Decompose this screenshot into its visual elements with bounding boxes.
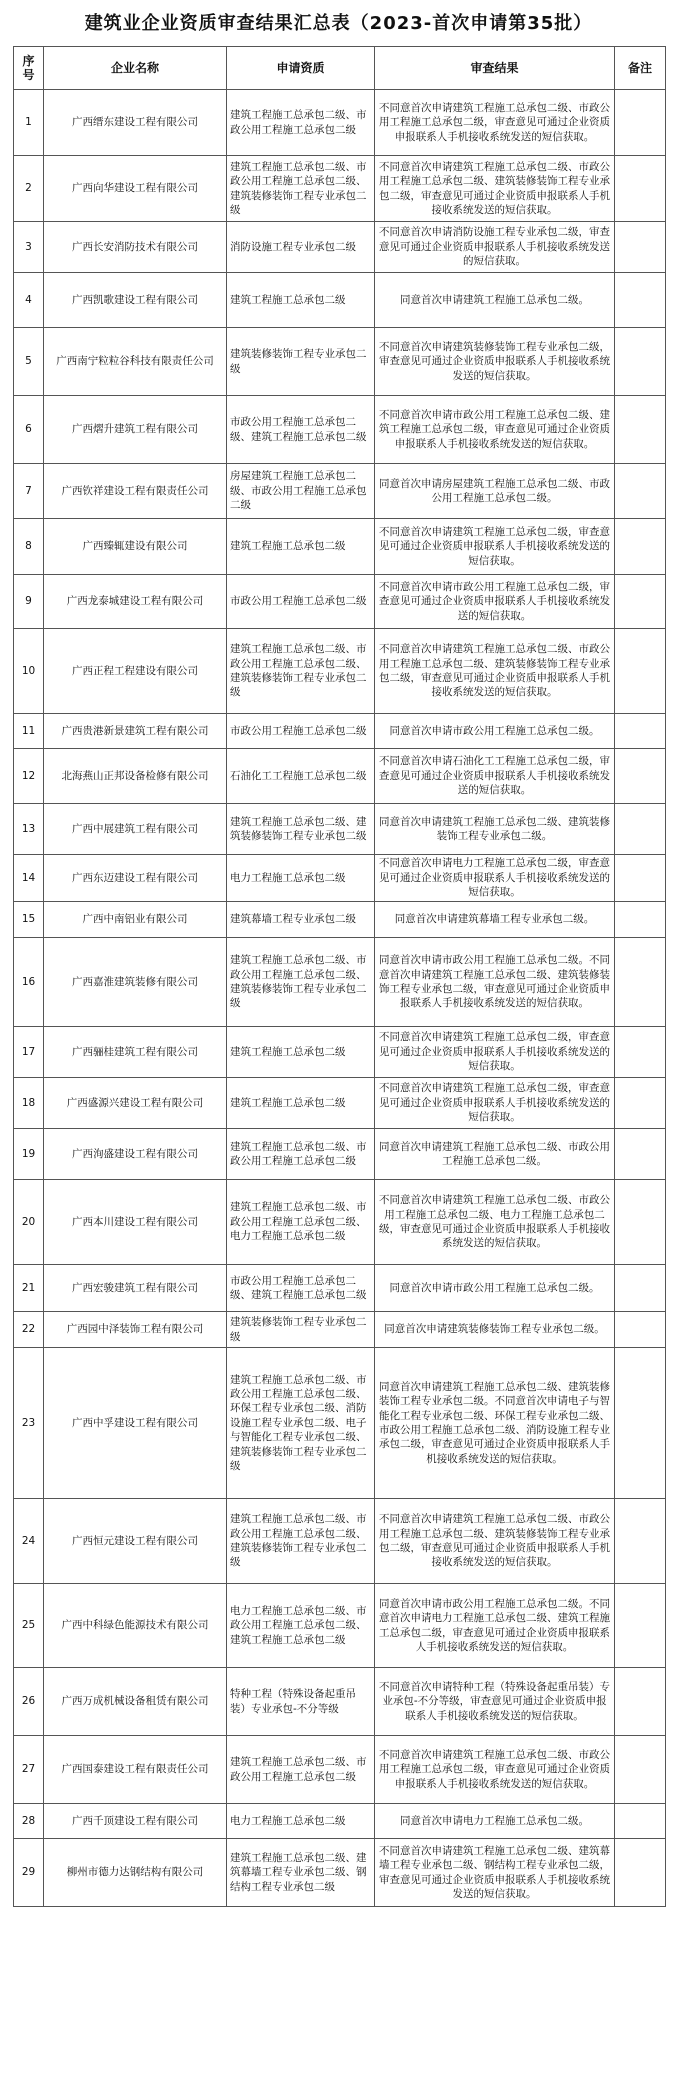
review-result: 不同意首次申请建筑工程施工总承包二级、市政公用工程施工总承包二级、电力工程施工总承包二级，审查意见可通过企业资质申报联系人手机接收系统发送的短信获取。 <box>375 1180 615 1265</box>
row-number: 1 <box>14 90 44 156</box>
row-number: 24 <box>14 1499 44 1584</box>
review-result: 不同意首次申请建筑工程施工总承包二级、市政公用工程施工总承包二级，审查意见可通过企业资质申报联系人手机接收系统发送的短信获取。 <box>375 1736 615 1804</box>
header-no: 序号 <box>14 47 44 90</box>
company-name: 广西臻辄建设有限公司 <box>44 519 227 575</box>
company-name: 广西本川建设工程有限公司 <box>44 1180 227 1265</box>
row-number: 15 <box>14 902 44 938</box>
applied-qualification: 建筑工程施工总承包二级 <box>227 1027 375 1078</box>
table-row <box>14 273 666 328</box>
remark <box>615 1736 666 1804</box>
applied-qualification: 建筑工程施工总承包二级、建筑幕墙工程专业承包二级、钢结构工程专业承包二级 <box>227 1839 375 1907</box>
table-row <box>14 1499 666 1584</box>
company-name: 柳州市德力达钢结构有限公司 <box>44 1839 227 1907</box>
applied-qualification: 建筑工程施工总承包二级、市政公用工程施工总承包二级、电力工程施工总承包二级 <box>227 1180 375 1265</box>
table-row <box>14 855 666 902</box>
review-result: 不同意首次申请建筑工程施工总承包二级，审查意见可通过企业资质申报联系人手机接收系统发送的短信获取。 <box>375 1027 615 1078</box>
remark <box>615 1027 666 1078</box>
table-row <box>14 1348 666 1499</box>
applied-qualification: 建筑工程施工总承包二级、市政公用工程施工总承包二级、建筑装修装饰工程专业承包二级 <box>227 938 375 1027</box>
row-number: 12 <box>14 749 44 804</box>
remark <box>615 1180 666 1265</box>
review-result: 同意首次申请市政公用工程施工总承包二级。 <box>375 1265 615 1312</box>
remark <box>615 902 666 938</box>
remark <box>615 1129 666 1180</box>
remark <box>615 1804 666 1839</box>
header-company: 企业名称 <box>44 47 227 90</box>
remark <box>615 629 666 714</box>
remark <box>615 1499 666 1584</box>
row-number: 17 <box>14 1027 44 1078</box>
table-row <box>14 1668 666 1736</box>
company-name: 广西园中泽装饰工程有限公司 <box>44 1312 227 1348</box>
applied-qualification: 石油化工工程施工总承包二级 <box>227 749 375 804</box>
row-number: 27 <box>14 1736 44 1804</box>
applied-qualification: 建筑工程施工总承包二级 <box>227 273 375 328</box>
company-name: 广西长安消防技术有限公司 <box>44 222 227 273</box>
applied-qualification: 电力工程施工总承包二级、市政公用工程施工总承包二级、建筑工程施工总承包二级 <box>227 1584 375 1668</box>
table-row <box>14 1180 666 1265</box>
applied-qualification: 建筑工程施工总承包二级、市政公用工程施工总承包二级、建筑装修装饰工程专业承包二级 <box>227 629 375 714</box>
table-row <box>14 396 666 464</box>
company-name: 广西凯歌建设工程有限公司 <box>44 273 227 328</box>
remark <box>615 1312 666 1348</box>
company-name: 广西龙泰城建设工程有限公司 <box>44 575 227 629</box>
row-number: 6 <box>14 396 44 464</box>
remark <box>615 1668 666 1736</box>
review-result: 不同意首次申请建筑工程施工总承包二级，审查意见可通过企业资质申报联系人手机接收系统发送的短信获取。 <box>375 1078 615 1129</box>
company-name: 广西中科绿色能源技术有限公司 <box>44 1584 227 1668</box>
applied-qualification: 建筑工程施工总承包二级 <box>227 1078 375 1129</box>
company-name: 广西骊桂建筑工程有限公司 <box>44 1027 227 1078</box>
remark <box>615 519 666 575</box>
row-number: 26 <box>14 1668 44 1736</box>
table-row <box>14 222 666 273</box>
applied-qualification: 市政公用工程施工总承包二级 <box>227 575 375 629</box>
row-number: 20 <box>14 1180 44 1265</box>
company-name: 广西中南铝业有限公司 <box>44 902 227 938</box>
applied-qualification: 市政公用工程施工总承包二级、建筑工程施工总承包二级 <box>227 1265 375 1312</box>
company-name: 广西中展建筑工程有限公司 <box>44 804 227 855</box>
company-name: 广西恒元建设工程有限公司 <box>44 1499 227 1584</box>
review-result: 同意首次申请建筑工程施工总承包二级、建筑装修装饰工程专业承包二级。不同意首次申请电子与智能化工程专业承包二级、环保工程专业承包二级、市政公用工程施工总承包二级、消防设施工程专业承包二级，审查意见可通过企业资质申报联系人手机接收系统发送的短信获取。 <box>375 1348 615 1499</box>
header-result: 审查结果 <box>375 47 615 90</box>
review-result: 不同意首次申请市政公用工程施工总承包二级、建筑工程施工总承包二级，审查意见可通过企业资质申报联系人手机接收系统发送的短信获取。 <box>375 396 615 464</box>
company-name: 广西盛源兴建设工程有限公司 <box>44 1078 227 1129</box>
row-number: 2 <box>14 156 44 222</box>
applied-qualification: 建筑工程施工总承包二级、市政公用工程施工总承包二级、建筑装修装饰工程专业承包二级 <box>227 156 375 222</box>
table-row <box>14 1027 666 1078</box>
review-result: 不同意首次申请特种工程（特殊设备起重吊装）专业承包-不分等级，审查意见可通过企业资质申报联系人手机接收系统发送的短信获取。 <box>375 1668 615 1736</box>
row-number: 14 <box>14 855 44 902</box>
applied-qualification: 建筑工程施工总承包二级、市政公用工程施工总承包二级、建筑装修装饰工程专业承包二级 <box>227 1499 375 1584</box>
table-row <box>14 1804 666 1839</box>
remark <box>615 714 666 749</box>
review-result: 同意首次申请电力工程施工总承包二级。 <box>375 1804 615 1839</box>
applied-qualification: 电力工程施工总承包二级 <box>227 855 375 902</box>
row-number: 10 <box>14 629 44 714</box>
company-name: 广西国泰建设工程有限责任公司 <box>44 1736 227 1804</box>
remark <box>615 1348 666 1499</box>
review-result: 不同意首次申请建筑工程施工总承包二级、建筑幕墙工程专业承包二级、钢结构工程专业承包二级，审查意见可通过企业资质申报联系人手机接收系统发送的短信获取。 <box>375 1839 615 1907</box>
header-note: 备注 <box>615 47 666 90</box>
applied-qualification: 市政公用工程施工总承包二级 <box>227 714 375 749</box>
remark <box>615 90 666 156</box>
review-result: 同意首次申请市政公用工程施工总承包二级。 <box>375 714 615 749</box>
remark <box>615 1078 666 1129</box>
company-name: 广西宏骏建筑工程有限公司 <box>44 1265 227 1312</box>
applied-qualification: 房屋建筑工程施工总承包二级、市政公用工程施工总承包二级 <box>227 464 375 519</box>
table-row <box>14 749 666 804</box>
company-name: 广西南宁粒粒谷科技有限责任公司 <box>44 328 227 396</box>
applied-qualification: 市政公用工程施工总承包二级、建筑工程施工总承包二级 <box>227 396 375 464</box>
remark <box>615 804 666 855</box>
review-result: 不同意首次申请建筑工程施工总承包二级、市政公用工程施工总承包二级、建筑装修装饰工程专业承包二级，审查意见可通过企业资质申报联系人手机接收系统发送的短信获取。 <box>375 156 615 222</box>
header-apply: 申请资质 <box>227 47 375 90</box>
row-number: 19 <box>14 1129 44 1180</box>
table-row <box>14 1129 666 1180</box>
remark <box>615 222 666 273</box>
row-number: 25 <box>14 1584 44 1668</box>
review-result: 不同意首次申请石油化工工程施工总承包二级，审查意见可通过企业资质申报联系人手机接收系统发送的短信获取。 <box>375 749 615 804</box>
table-row <box>14 804 666 855</box>
row-number: 22 <box>14 1312 44 1348</box>
company-name: 北海燕山正邦设备检修有限公司 <box>44 749 227 804</box>
table-row <box>14 156 666 222</box>
table-row <box>14 575 666 629</box>
table-row <box>14 519 666 575</box>
table-row <box>14 464 666 519</box>
remark <box>615 1839 666 1907</box>
applied-qualification: 建筑工程施工总承包二级、市政公用工程施工总承包二级 <box>227 1736 375 1804</box>
remark <box>615 156 666 222</box>
table-row <box>14 328 666 396</box>
page-title: 建筑业企业资质审查结果汇总表（2023-首次申请第35批） <box>84 13 593 34</box>
review-result: 同意首次申请建筑工程施工总承包二级。 <box>375 273 615 328</box>
applied-qualification: 建筑工程施工总承包二级、市政公用工程施工总承包二级 <box>227 1129 375 1180</box>
table-row <box>14 90 666 156</box>
applied-qualification: 建筑装修装饰工程专业承包二级 <box>227 328 375 396</box>
table-row <box>14 1078 666 1129</box>
table-row <box>14 1584 666 1668</box>
table-row <box>14 1265 666 1312</box>
review-result: 不同意首次申请消防设施工程专业承包二级，审查意见可通过企业资质申报联系人手机接收系统发送的短信获取。 <box>375 222 615 273</box>
review-result: 同意首次申请房屋建筑工程施工总承包二级、市政公用工程施工总承包二级。 <box>375 464 615 519</box>
review-result: 不同意首次申请建筑工程施工总承包二级、市政公用工程施工总承包二级、建筑装修装饰工程专业承包二级，审查意见可通过企业资质申报联系人手机接收系统发送的短信获取。 <box>375 1499 615 1584</box>
table-row <box>14 938 666 1027</box>
review-result: 同意首次申请市政公用工程施工总承包二级。不同意首次申请建筑工程施工总承包二级、建筑装修装饰工程专业承包二级，审查意见可通过企业资质申报联系人手机接收系统发送的短信获取。 <box>375 938 615 1027</box>
table-row <box>14 629 666 714</box>
row-number: 3 <box>14 222 44 273</box>
review-result: 同意首次申请建筑工程施工总承包二级、建筑装修装饰工程专业承包二级。 <box>375 804 615 855</box>
company-name: 广西千顶建设工程有限公司 <box>44 1804 227 1839</box>
row-number: 29 <box>14 1839 44 1907</box>
remark <box>615 749 666 804</box>
review-result: 不同意首次申请建筑装修装饰工程专业承包二级，审查意见可通过企业资质申报联系人手机接收系统发送的短信获取。 <box>375 328 615 396</box>
remark <box>615 1584 666 1668</box>
row-number: 11 <box>14 714 44 749</box>
remark <box>615 464 666 519</box>
review-result: 同意首次申请市政公用工程施工总承包二级。不同意首次申请电力工程施工总承包二级、建筑工程施工总承包二级，审查意见可通过企业资质申报联系人手机接收系统发送的短信获取。 <box>375 1584 615 1668</box>
review-result: 同意首次申请建筑工程施工总承包二级、市政公用工程施工总承包二级。 <box>375 1129 615 1180</box>
applied-qualification: 建筑幕墙工程专业承包二级 <box>227 902 375 938</box>
review-result: 不同意首次申请市政公用工程施工总承包二级，审查意见可通过企业资质申报联系人手机接收系统发送的短信获取。 <box>375 575 615 629</box>
remark <box>615 1265 666 1312</box>
remark <box>615 396 666 464</box>
review-result: 同意首次申请建筑幕墙工程专业承包二级。 <box>375 902 615 938</box>
applied-qualification: 建筑装修装饰工程专业承包二级 <box>227 1312 375 1348</box>
applied-qualification: 消防设施工程专业承包二级 <box>227 222 375 273</box>
applied-qualification: 建筑工程施工总承包二级、市政公用工程施工总承包二级 <box>227 90 375 156</box>
review-result: 不同意首次申请电力工程施工总承包二级，审查意见可通过企业资质申报联系人手机接收系统发送的短信获取。 <box>375 855 615 902</box>
row-number: 5 <box>14 328 44 396</box>
row-number: 4 <box>14 273 44 328</box>
remark <box>615 855 666 902</box>
review-result: 不同意首次申请建筑工程施工总承包二级、市政公用工程施工总承包二级、建筑装修装饰工程专业承包二级，审查意见可通过企业资质申报联系人手机接收系统发送的短信获取。 <box>375 629 615 714</box>
remark <box>615 328 666 396</box>
company-name: 广西中孚建设工程有限公司 <box>44 1348 227 1499</box>
row-number: 28 <box>14 1804 44 1839</box>
applied-qualification: 建筑工程施工总承包二级 <box>227 519 375 575</box>
company-name: 广西贵港新景建筑工程有限公司 <box>44 714 227 749</box>
company-name: 广西东迈建设工程有限公司 <box>44 855 227 902</box>
review-result: 不同意首次申请建筑工程施工总承包二级、市政公用工程施工总承包二级，审查意见可通过企业资质申报联系人手机接收系统发送的短信获取。 <box>375 90 615 156</box>
company-name: 广西熠升建筑工程有限公司 <box>44 396 227 464</box>
review-result: 同意首次申请建筑装修装饰工程专业承包二级。 <box>375 1312 615 1348</box>
row-number: 7 <box>14 464 44 519</box>
row-number: 21 <box>14 1265 44 1312</box>
company-name: 广西钦祥建设工程有限责任公司 <box>44 464 227 519</box>
row-number: 23 <box>14 1348 44 1499</box>
row-number: 18 <box>14 1078 44 1129</box>
table-row <box>14 1839 666 1907</box>
row-number: 16 <box>14 938 44 1027</box>
row-number: 13 <box>14 804 44 855</box>
review-result: 不同意首次申请建筑工程施工总承包二级，审查意见可通过企业资质申报联系人手机接收系统发送的短信获取。 <box>375 519 615 575</box>
remark <box>615 273 666 328</box>
results-table <box>13 46 666 1907</box>
row-number: 8 <box>14 519 44 575</box>
applied-qualification: 电力工程施工总承包二级 <box>227 1804 375 1839</box>
company-name: 广西万成机械设备租赁有限公司 <box>44 1668 227 1736</box>
applied-qualification: 特种工程（特殊设备起重吊装）专业承包-不分等级 <box>227 1668 375 1736</box>
table-row <box>14 714 666 749</box>
company-name: 广西正程工程建设有限公司 <box>44 629 227 714</box>
table-header-row <box>14 47 666 90</box>
table-row <box>14 902 666 938</box>
remark <box>615 575 666 629</box>
table-row <box>14 1312 666 1348</box>
applied-qualification: 建筑工程施工总承包二级、市政公用工程施工总承包二级、环保工程专业承包二级、消防设施工程专业承包二级、电子与智能化工程专业承包二级、建筑装修装饰工程专业承包二级 <box>227 1348 375 1499</box>
company-name: 广西向华建设工程有限公司 <box>44 156 227 222</box>
company-name: 广西嘉淮建筑装修有限公司 <box>44 938 227 1027</box>
company-name: 广西缙东建设工程有限公司 <box>44 90 227 156</box>
row-number: 9 <box>14 575 44 629</box>
company-name: 广西洵盛建设工程有限公司 <box>44 1129 227 1180</box>
applied-qualification: 建筑工程施工总承包二级、建筑装修装饰工程专业承包二级 <box>227 804 375 855</box>
remark <box>615 938 666 1027</box>
table-body <box>14 90 666 1907</box>
table-row <box>14 1736 666 1804</box>
